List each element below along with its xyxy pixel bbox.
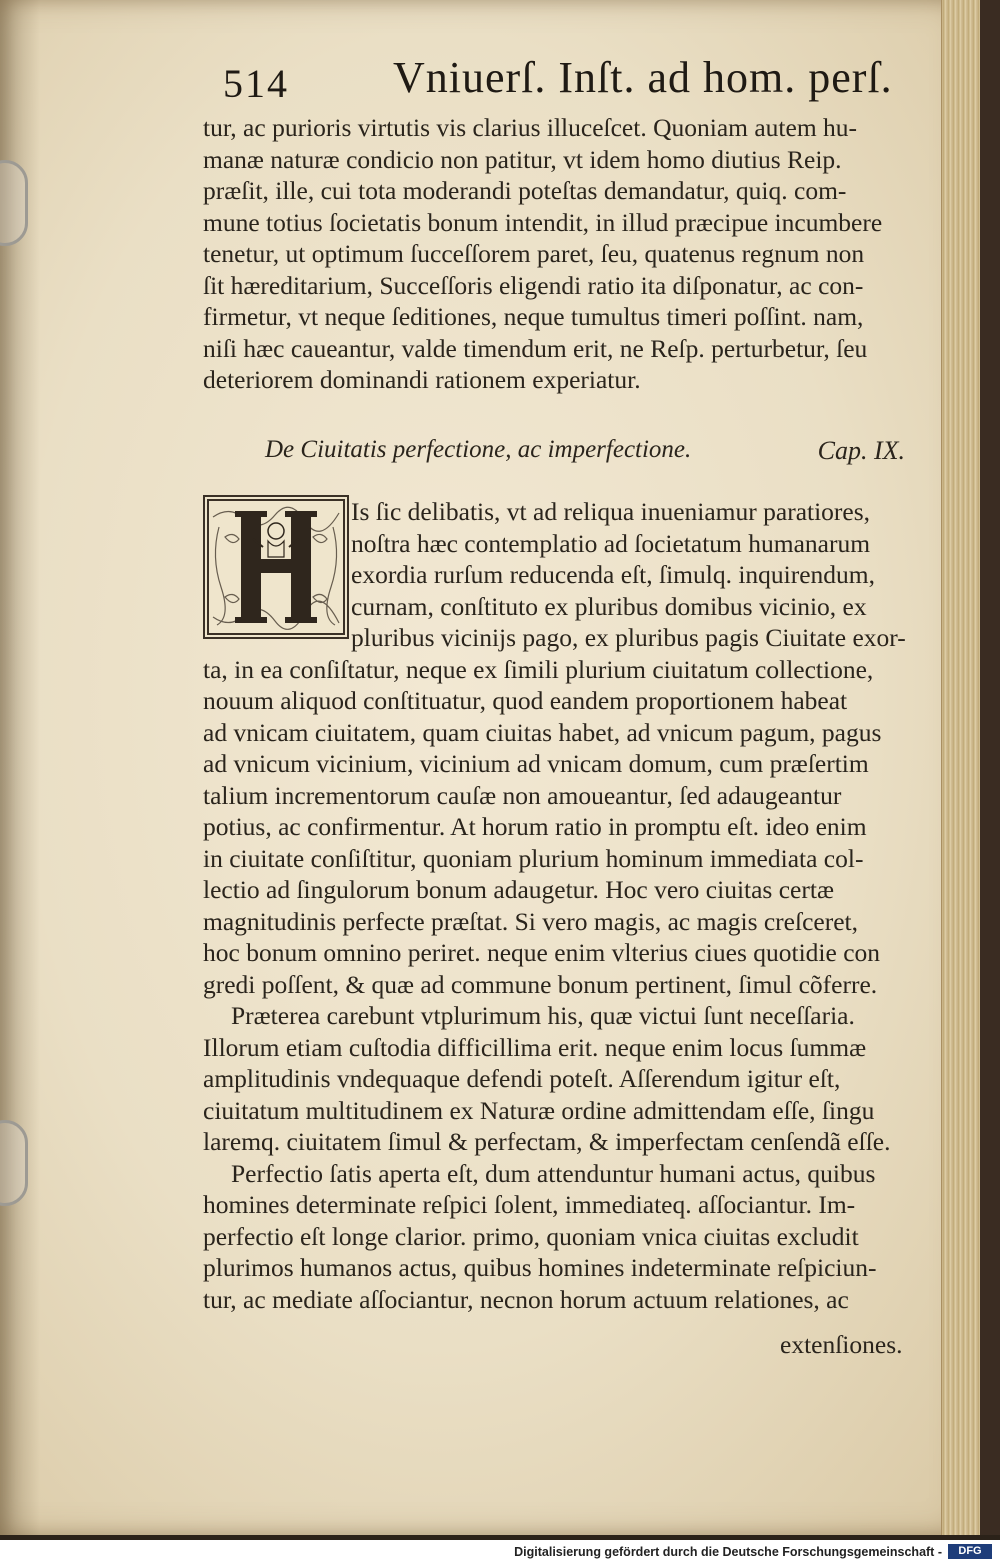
page-clip-bottom — [0, 1120, 28, 1206]
text-line: manæ naturæ condicio non patitur, vt idem homo diutius Reip. — [203, 144, 842, 174]
page-clip-top — [0, 160, 28, 246]
dfg-logo: DFG — [948, 1544, 992, 1559]
text-line: magnitudinis perfecte præſtat. Si vero magis, ac magis creſceret, — [203, 906, 858, 936]
page-number: 514 — [223, 61, 289, 106]
text-line: amplitudinis vndequaque defendi poteſt. Aſſerendum igitur eſt, — [203, 1064, 841, 1093]
text-line: perfectio eſt longe clarior. primo, quoniam vnica ciuitas excludit — [203, 1221, 859, 1251]
text-line: tur, ac mediate aſſociantur, necnon horum actuum relationes, ac — [203, 1284, 849, 1314]
chapter-heading — [265, 436, 905, 472]
chapter-body — [203, 496, 948, 1315]
text-line: Præterea carebunt vtplurimum his, quæ victui ſunt neceſſaria. — [231, 1001, 855, 1030]
text-line: ad vnicum vicinium, vicinium ad vnicam domum, cum præſertim — [203, 749, 869, 778]
text-line: plurimos humanos actus, quibus homines indeterminate reſpiciun- — [203, 1253, 877, 1282]
chapter-title: De Ciuitatis perfectione, ac imperfectione. — [265, 436, 692, 463]
text-line: tur, ac purioris virtutis vis clarius illuceſcet. Quoniam autem hu- — [203, 113, 858, 142]
text-line: niſi hæc caueantur, valde timendum erit, ne Reſp. perturbetur, ſeu — [203, 333, 868, 363]
funding-credit: Digitalisierung gefördert durch die Deutsche Forschungsgemeinschaft - — [514, 1545, 942, 1559]
chapter-number: Cap. IX. — [817, 436, 905, 465]
running-head — [215, 52, 893, 112]
text-line: pluribus vicinijs pago, ex pluribus pagis Ciuitate exor- — [351, 623, 906, 652]
text-line: Illorum etiam cuſtodia difficillima erit. neque enim locus ſummæ — [203, 1032, 867, 1062]
text-line: ſit hæreditarium, Succeſſoris eligendi ratio ita diſponatur, ac con- — [203, 270, 864, 300]
text-line: lectio ad ſingulorum bonum adaugetur. Hoc vero ciuitas certæ — [203, 875, 834, 904]
text-line: in ciuitate conſiſtitur, quoniam plurium hominum immediata col- — [203, 843, 864, 873]
text-line: hoc bonum omnino periret. neque enim vlterius ciues quotidie con — [203, 938, 881, 967]
text-line: ta, in ea conſiſtatur, neque ex ſimili plurium ciuitatum collectione, — [203, 654, 874, 684]
text-line: curnam, conſtituto ex pluribus domibus vicinio, ex — [351, 591, 867, 621]
text-line: homines determinate reſpici ſolent, immediateq. aſſociantur. Im- — [203, 1190, 856, 1219]
text-line: potius, ac confirmentur. At horum ratio in promptu eſt. ideo enim — [203, 812, 867, 841]
text-line: noſtra hæc contemplatio ad ſocietatum humanarum — [351, 528, 871, 558]
text-line: firmetur, vt neque ſeditiones, neque tumultus timeri poſſint. nam, — [203, 302, 864, 331]
digitization-footer — [0, 1540, 1000, 1563]
text-line: ad vnicam ciuitatem, quam ciuitas habet, ad vnicum pagum, pagus — [203, 717, 882, 747]
text-line: deteriorem dominandi rationem experiatur. — [203, 365, 641, 394]
text-line: exordia rurſum reducenda eſt, ſimulq. inquirendum, — [351, 560, 876, 589]
text-line: præſit, ille, cui tota moderandi poteſtas demandatur, quiq. com- — [203, 176, 847, 205]
text-line: mune totius ſocietatis bonum intendit, in illud præcipue incumbere — [203, 207, 883, 237]
text-line: nouum aliquod conſtituatur, quod eandem proportionem habeat — [203, 686, 848, 715]
catchword: extenſiones. — [780, 1330, 903, 1359]
text-line: Is ſic delibatis, vt ad reliqua inueniamur paratiores, — [351, 497, 871, 526]
text-line: ciuitatum multitudinem ex Naturæ ordine admittendam eſſe, ſingu — [203, 1095, 875, 1125]
text-line: laremq. ciuitatem ſimul & perfectam, & imperfectam cenſendã eſſe. — [203, 1127, 891, 1156]
text-line: Perfectio ſatis aperta eſt, dum attenduntur humani actus, quibus — [231, 1158, 876, 1188]
text-line: gredi poſſent, & quæ ad commune bonum pertinent, ſimul cõferre. — [203, 969, 878, 999]
running-title: Vniuerſ. Inſt. ad hom. perſ. — [393, 53, 893, 102]
intro-text — [203, 112, 948, 396]
text-line: tenetur, ut optimum ſucceſſorem paret, ſeu, quatenus regnum non — [203, 239, 865, 268]
text-line: talium incrementorum cauſæ non amoueantur, ſed adaugeantur — [203, 780, 842, 810]
